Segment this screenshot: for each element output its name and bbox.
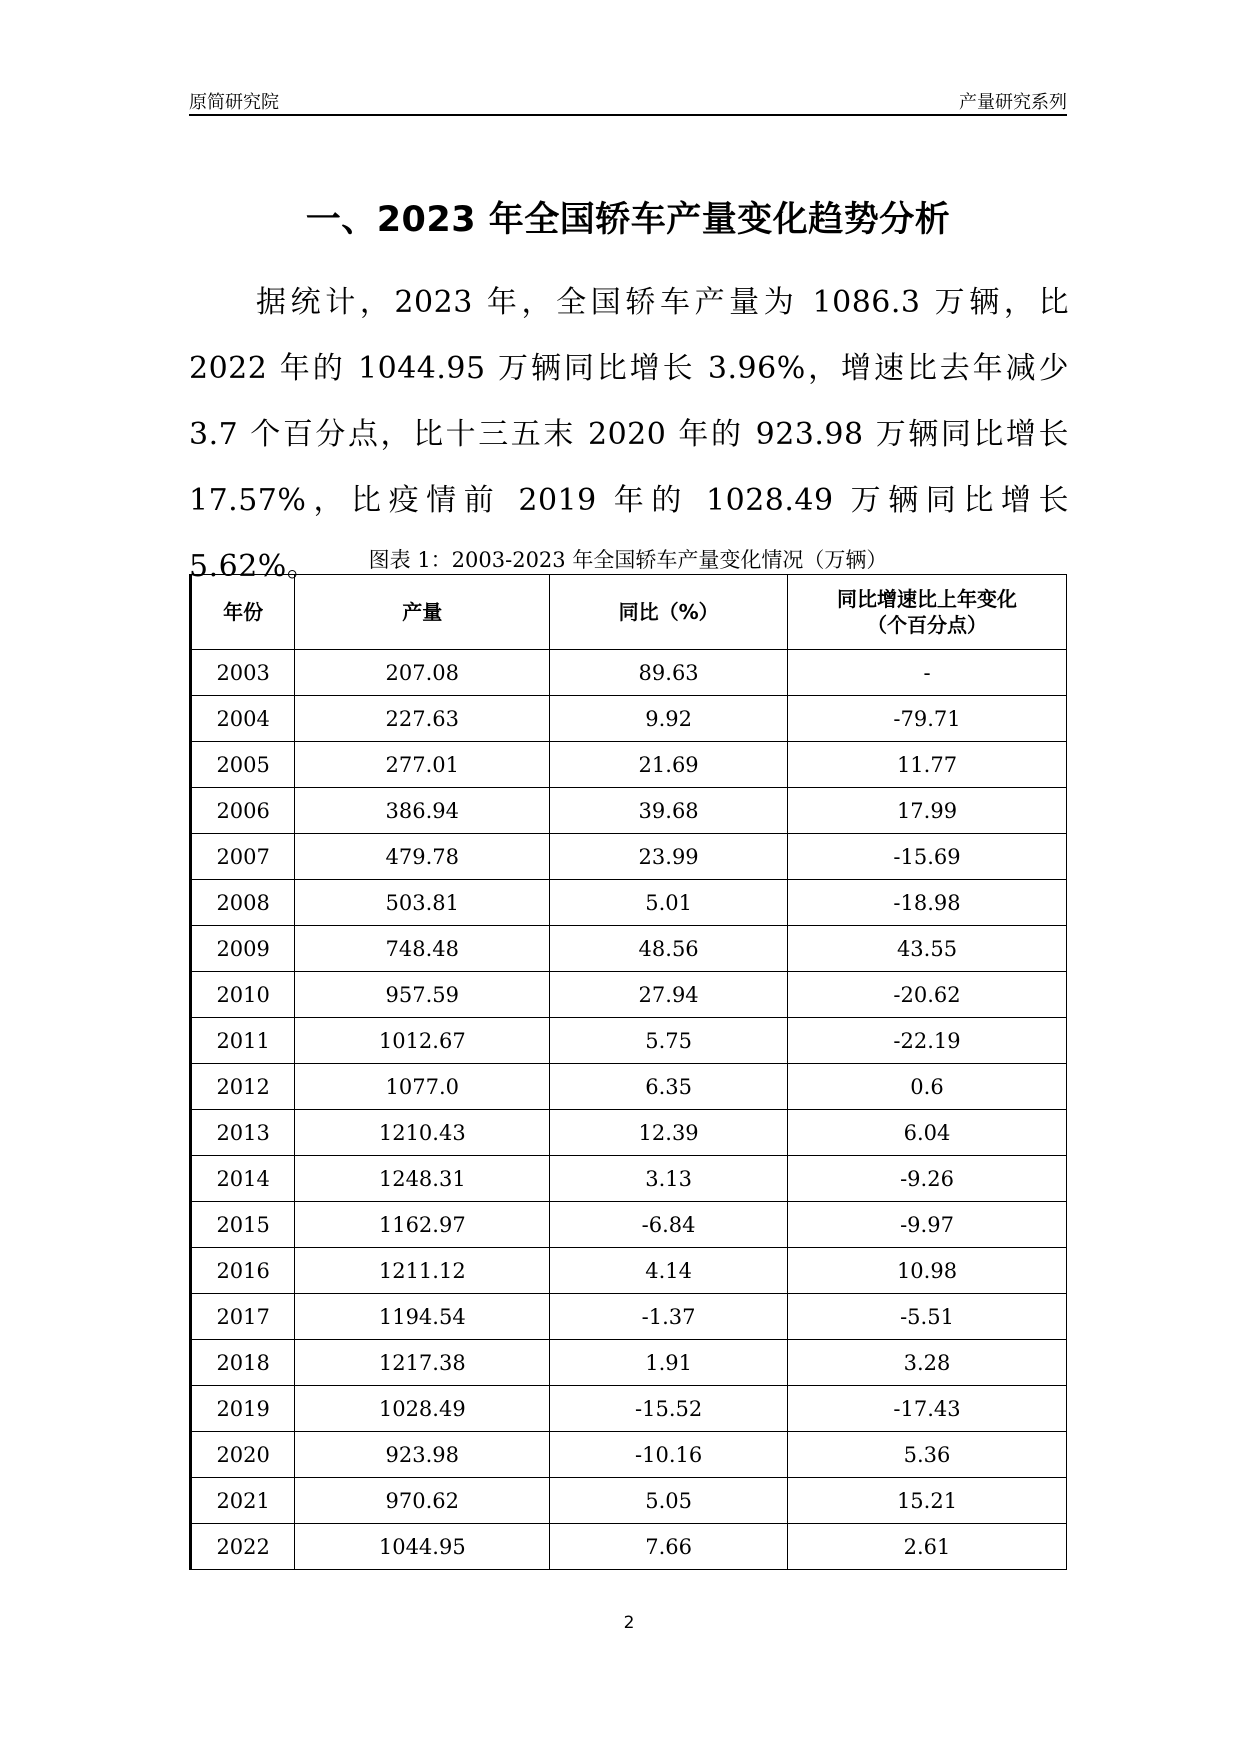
cell-year: 2004 bbox=[191, 696, 295, 742]
cell-yoy: -15.52 bbox=[550, 1386, 788, 1432]
table-row bbox=[191, 834, 1067, 880]
cell-yoy: 4.14 bbox=[550, 1248, 788, 1294]
cell-year: 2016 bbox=[191, 1248, 295, 1294]
cell-output: 957.59 bbox=[295, 972, 550, 1018]
cell-yoy: 89.63 bbox=[550, 650, 788, 696]
cell-output: 207.08 bbox=[295, 650, 550, 696]
cell-yoy-change: 11.77 bbox=[788, 742, 1067, 788]
cell-yoy-change: -5.51 bbox=[788, 1294, 1067, 1340]
header-org-name: 原简研究院 bbox=[189, 92, 279, 113]
cell-year: 2003 bbox=[191, 650, 295, 696]
table-row bbox=[191, 1248, 1067, 1294]
table-row bbox=[191, 1018, 1067, 1064]
cell-yoy: 23.99 bbox=[550, 834, 788, 880]
cell-output: 1044.95 bbox=[295, 1524, 550, 1570]
cell-year: 2006 bbox=[191, 788, 295, 834]
cell-yoy-change: 17.99 bbox=[788, 788, 1067, 834]
table-row bbox=[191, 742, 1067, 788]
table-row bbox=[191, 880, 1067, 926]
cell-yoy: 5.01 bbox=[550, 880, 788, 926]
cell-output: 227.63 bbox=[295, 696, 550, 742]
cell-year: 2007 bbox=[191, 834, 295, 880]
cell-output: 386.94 bbox=[295, 788, 550, 834]
cell-output: 1211.12 bbox=[295, 1248, 550, 1294]
cell-year: 2021 bbox=[191, 1478, 295, 1524]
cell-output: 1248.31 bbox=[295, 1156, 550, 1202]
table-row bbox=[191, 1478, 1067, 1524]
cell-yoy-change: 10.98 bbox=[788, 1248, 1067, 1294]
table-header-row bbox=[191, 575, 1067, 650]
cell-year: 2017 bbox=[191, 1294, 295, 1340]
cell-yoy-change: -22.19 bbox=[788, 1018, 1067, 1064]
table-row bbox=[191, 926, 1067, 972]
cell-yoy: 27.94 bbox=[550, 972, 788, 1018]
cell-yoy-change: -9.97 bbox=[788, 1202, 1067, 1248]
cell-yoy: 9.92 bbox=[550, 696, 788, 742]
cell-year: 2020 bbox=[191, 1432, 295, 1478]
header-yoy-change bbox=[788, 575, 1067, 650]
cell-output: 277.01 bbox=[295, 742, 550, 788]
cell-year: 2012 bbox=[191, 1064, 295, 1110]
table-caption: 图表 1：2003-2023 年全国轿车产量变化情况（万辆） bbox=[368, 548, 888, 572]
cell-yoy: 6.35 bbox=[550, 1064, 788, 1110]
cell-yoy-change: -18.98 bbox=[788, 880, 1067, 926]
cell-yoy: 21.69 bbox=[550, 742, 788, 788]
cell-yoy-change: 5.36 bbox=[788, 1432, 1067, 1478]
cell-yoy-change: 0.6 bbox=[788, 1064, 1067, 1110]
cell-yoy-change: -9.26 bbox=[788, 1156, 1067, 1202]
table-row bbox=[191, 1524, 1067, 1570]
cell-output: 503.81 bbox=[295, 880, 550, 926]
cell-yoy-change: 43.55 bbox=[788, 926, 1067, 972]
table-row bbox=[191, 1064, 1067, 1110]
cell-yoy: 3.13 bbox=[550, 1156, 788, 1202]
cell-yoy: 5.05 bbox=[550, 1478, 788, 1524]
cell-year: 2009 bbox=[191, 926, 295, 972]
cell-output: 1217.38 bbox=[295, 1340, 550, 1386]
cell-year: 2015 bbox=[191, 1202, 295, 1248]
cell-year: 2010 bbox=[191, 972, 295, 1018]
cell-yoy: -10.16 bbox=[550, 1432, 788, 1478]
cell-yoy-change: -20.62 bbox=[788, 972, 1067, 1018]
cell-yoy-change: 2.61 bbox=[788, 1524, 1067, 1570]
body-paragraph: 据统计，2023 年，全国轿车产量为 1086.3 万辆，比 2022 年的 1044.95 万辆同比增长 3.96%，增速比去年减少 3.7 个百分点，比十三五末 2020 年的 923.98 万辆同比增长 17.57%，比疫情前 2019 年的 1028.49 万辆同比增长 5.62%。 bbox=[189, 285, 1069, 584]
cell-yoy-change: 15.21 bbox=[788, 1478, 1067, 1524]
cell-output: 970.62 bbox=[295, 1478, 550, 1524]
table-row bbox=[191, 788, 1067, 834]
cell-output: 1210.43 bbox=[295, 1110, 550, 1156]
page-header bbox=[189, 86, 1067, 116]
cell-yoy-change: -17.43 bbox=[788, 1386, 1067, 1432]
cell-output: 923.98 bbox=[295, 1432, 550, 1478]
cell-yoy-change: -79.71 bbox=[788, 696, 1067, 742]
table-row bbox=[191, 1386, 1067, 1432]
cell-output: 1194.54 bbox=[295, 1294, 550, 1340]
cell-output: 1077.0 bbox=[295, 1064, 550, 1110]
table-row bbox=[191, 1432, 1067, 1478]
cell-yoy: 12.39 bbox=[550, 1110, 788, 1156]
cell-year: 2013 bbox=[191, 1110, 295, 1156]
cell-yoy: 5.75 bbox=[550, 1018, 788, 1064]
cell-yoy: 1.91 bbox=[550, 1340, 788, 1386]
cell-yoy: 7.66 bbox=[550, 1524, 788, 1570]
cell-year: 2018 bbox=[191, 1340, 295, 1386]
table-row bbox=[191, 1156, 1067, 1202]
section-title: 一、2023 年全国轿车产量变化趋势分析 bbox=[305, 200, 951, 240]
header-yoy-change-text: 同比增速比上年变化 （个百分点） bbox=[837, 587, 1017, 637]
cell-year: 2008 bbox=[191, 880, 295, 926]
cell-yoy: 39.68 bbox=[550, 788, 788, 834]
cell-year: 2014 bbox=[191, 1156, 295, 1202]
cell-yoy: 48.56 bbox=[550, 926, 788, 972]
cell-year: 2022 bbox=[191, 1524, 295, 1570]
cell-output: 1012.67 bbox=[295, 1018, 550, 1064]
cell-yoy-change: - bbox=[788, 650, 1067, 696]
cell-year: 2019 bbox=[191, 1386, 295, 1432]
header-year: 年份 bbox=[191, 575, 295, 650]
cell-yoy: -6.84 bbox=[550, 1202, 788, 1248]
table-row bbox=[191, 1202, 1067, 1248]
table-row bbox=[191, 972, 1067, 1018]
cell-output: 1162.97 bbox=[295, 1202, 550, 1248]
header-series-name: 产量研究系列 bbox=[959, 92, 1067, 113]
cell-output: 748.48 bbox=[295, 926, 550, 972]
cell-yoy-change: 3.28 bbox=[788, 1340, 1067, 1386]
cell-output: 479.78 bbox=[295, 834, 550, 880]
table-row bbox=[191, 650, 1067, 696]
page-number: 2 bbox=[623, 1613, 635, 1633]
cell-year: 2011 bbox=[191, 1018, 295, 1064]
header-yoy: 同比（%） bbox=[550, 575, 788, 650]
cell-yoy: -1.37 bbox=[550, 1294, 788, 1340]
table-row bbox=[191, 1340, 1067, 1386]
cell-output: 1028.49 bbox=[295, 1386, 550, 1432]
table-row bbox=[191, 1110, 1067, 1156]
cell-year: 2005 bbox=[191, 742, 295, 788]
header-output: 产量 bbox=[295, 575, 550, 650]
cell-yoy-change: -15.69 bbox=[788, 834, 1067, 880]
table-row bbox=[191, 696, 1067, 742]
cell-yoy-change: 6.04 bbox=[788, 1110, 1067, 1156]
table-row bbox=[191, 1294, 1067, 1340]
production-table bbox=[189, 574, 1067, 1570]
